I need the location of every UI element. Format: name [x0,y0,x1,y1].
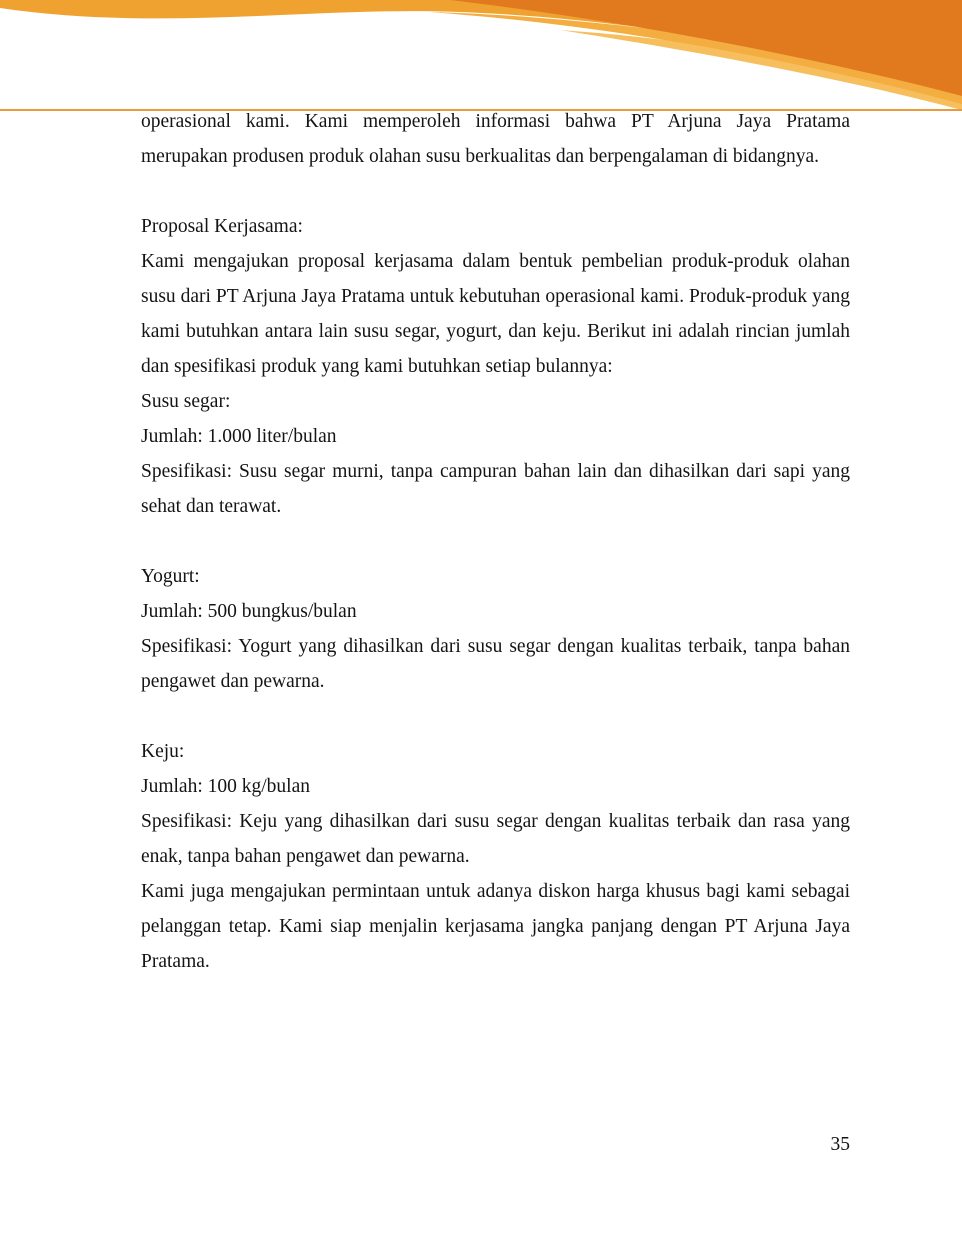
page-number: 35 [830,1134,850,1155]
paragraph: Spesifikasi: Yogurt yang dihasilkan dari susu segar dengan kualitas terbaik, tanpa bahan pengawet dan pewarna. [141,636,850,692]
paragraph: Jumlah: 1.000 liter/bulan [141,426,337,447]
paragraph: Kami juga mengajukan permintaan untuk adanya diskon harga khusus bagi kami sebagai pelanggan tetap. Kami siap menjalin kerjasama jangka panjang dengan PT Arjuna Jaya Pratama. [141,881,850,972]
paragraph: Jumlah: 100 kg/bulan [141,776,310,797]
document-body [141,104,850,979]
page-footer [141,1130,850,1160]
header-wave-decoration [0,0,962,112]
paragraph: Spesifikasi: Keju yang dihasilkan dari susu segar dengan kualitas terbaik dan rasa yang enak, tanpa bahan pengawet dan pewarna. [141,811,850,867]
paragraph: Yogurt: [141,566,200,587]
paragraph: Spesifikasi: Susu segar murni, tanpa campuran bahan lain dan dihasilkan dari sapi yang sehat dan terawat. [141,461,850,517]
paragraph: Susu segar: [141,391,231,412]
paragraph: Kami mengajukan proposal kerjasama dalam bentuk pembelian produk-produk olahan susu dari PT Arjuna Jaya Pratama untuk kebutuhan operasional kami. Produk-produk yang kami butuhkan antara lain susu segar, yogurt, dan keju. Berikut ini adalah rincian jumlah dan spesifikasi produk yang kami butuhkan setiap bulannya: [141,251,850,377]
paragraph: Proposal Kerjasama: [141,216,303,237]
paragraph: operasional kami. Kami memperoleh informasi bahwa PT Arjuna Jaya Pratama merupakan produsen produk olahan susu berkualitas dan berpengalaman di bidangnya. [141,111,850,167]
paragraph: Keju: [141,741,185,762]
paragraph: Jumlah: 500 bungkus/bulan [141,601,357,622]
